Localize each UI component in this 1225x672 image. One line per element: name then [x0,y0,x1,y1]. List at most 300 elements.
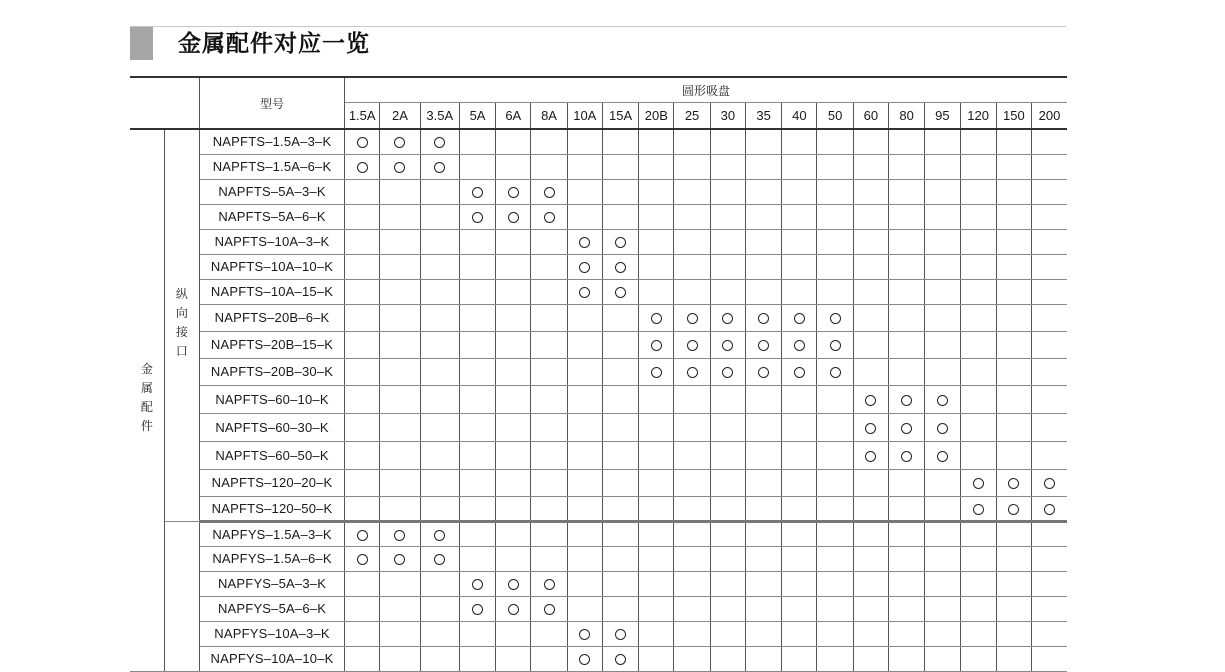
compat-cell [1032,413,1067,441]
table-row [130,469,1067,496]
table-row [130,279,1067,304]
compat-cell [1032,204,1067,229]
compat-cell [459,571,495,596]
compat-cell [817,358,853,385]
compat-cell [380,229,420,254]
compat-cell [602,154,638,179]
compat-cell [345,441,380,469]
compat-cell [345,621,380,646]
table-row [130,496,1067,521]
compat-cell [420,129,459,154]
group-header-round-cup: 圆形吸盘 [345,77,1067,103]
compatible-mark-icon [937,423,948,434]
compat-cell [1032,441,1067,469]
compat-cell [817,496,853,521]
compat-cell [817,229,853,254]
compatible-mark-icon [865,451,876,462]
model-cell: NAPFYS–10A–10–K [200,646,345,671]
compat-cell [602,621,638,646]
table-row [130,154,1067,179]
compat-cell [567,521,602,546]
compat-cell [496,646,531,671]
compatible-mark-icon [357,162,368,173]
compat-cell [380,254,420,279]
size-header: 5A [459,103,495,130]
compat-cell [888,331,924,358]
compat-cell [496,279,531,304]
model-cell: NAPFTS–120–20–K [200,469,345,496]
compatible-mark-icon [579,629,590,640]
compat-cell [888,596,924,621]
compatible-mark-icon [579,654,590,665]
compat-cell [710,413,745,441]
compat-cell [745,304,781,331]
table-row [130,204,1067,229]
compat-cell [496,331,531,358]
compat-cell [996,469,1031,496]
compat-cell [531,254,567,279]
compat-cell [674,413,710,441]
compat-cell [602,229,638,254]
header-corner [130,77,200,129]
compat-cell [960,304,996,331]
compat-cell [925,129,960,154]
compatible-mark-icon [758,340,769,351]
compat-cell [960,331,996,358]
compat-cell [817,179,853,204]
compatible-mark-icon [687,313,698,324]
compat-cell [531,385,567,413]
table-row [130,254,1067,279]
compat-cell [710,179,745,204]
compatible-mark-icon [1008,504,1019,515]
compat-cell [888,229,924,254]
compat-cell [420,279,459,304]
compat-cell [674,304,710,331]
compat-cell [567,279,602,304]
compatible-mark-icon [937,451,948,462]
compat-cell [496,621,531,646]
compat-cell [782,179,817,204]
compat-cell [888,621,924,646]
compat-cell [817,204,853,229]
compat-cell [853,571,888,596]
category-label [130,129,164,671]
compat-cell [996,204,1031,229]
compat-cell [674,621,710,646]
table-row [130,304,1067,331]
compat-cell [496,229,531,254]
compatible-mark-icon [434,530,445,541]
table-row [130,596,1067,621]
table-row [130,385,1067,413]
compat-cell [674,129,710,154]
compat-cell [925,254,960,279]
compat-cell [496,441,531,469]
model-cell: NAPFTS–10A–10–K [200,254,345,279]
compat-cell [531,304,567,331]
compat-cell [496,304,531,331]
compat-cell [888,129,924,154]
model-cell: NAPFTS–1.5A–6–K [200,154,345,179]
model-cell: NAPFTS–60–10–K [200,385,345,413]
compatible-mark-icon [651,367,662,378]
size-header: 80 [888,103,924,130]
table-row [130,571,1067,596]
compat-cell [459,385,495,413]
compat-cell [817,596,853,621]
compat-cell [496,546,531,571]
size-header: 6A [496,103,531,130]
compat-cell [888,179,924,204]
compat-cell [639,304,674,331]
compat-cell [745,571,781,596]
size-header: 25 [674,103,710,130]
compat-cell [888,496,924,521]
compatible-mark-icon [615,287,626,298]
compat-cell [1032,596,1067,621]
compat-cell [710,331,745,358]
compat-cell [960,546,996,571]
compat-cell [817,154,853,179]
size-header: 15A [602,103,638,130]
compat-cell [567,331,602,358]
compat-cell [567,571,602,596]
compat-cell [674,279,710,304]
compat-cell [380,441,420,469]
compat-cell [710,204,745,229]
compat-cell [459,179,495,204]
compat-cell [745,646,781,671]
compat-cell [853,179,888,204]
compat-cell [1032,469,1067,496]
compat-cell [960,229,996,254]
compat-cell [817,385,853,413]
compat-cell [888,204,924,229]
compat-cell [459,596,495,621]
compat-cell [674,546,710,571]
compat-cell [925,358,960,385]
compat-cell [960,596,996,621]
compat-cell [459,646,495,671]
compat-cell [639,129,674,154]
subcategory-label [164,129,199,521]
compat-cell [420,154,459,179]
compat-cell [710,229,745,254]
model-cell: NAPFTS–1.5A–3–K [200,129,345,154]
size-header: 35 [745,103,781,130]
compat-cell [996,129,1031,154]
compat-cell [782,646,817,671]
compat-cell [960,385,996,413]
compat-cell [745,521,781,546]
compat-cell [925,571,960,596]
compat-cell [745,254,781,279]
compat-cell [1032,331,1067,358]
compatible-mark-icon [865,395,876,406]
compat-cell [782,279,817,304]
compat-cell [782,154,817,179]
model-cell: NAPFTS–10A–15–K [200,279,345,304]
compatible-mark-icon [973,478,984,489]
compat-cell [745,413,781,441]
compat-cell [710,646,745,671]
compat-cell [853,254,888,279]
compatible-mark-icon [973,504,984,515]
compat-cell [888,154,924,179]
compat-cell [817,441,853,469]
compat-cell [345,596,380,621]
compat-cell [567,496,602,521]
compatible-mark-icon [544,579,555,590]
compat-cell [420,546,459,571]
compat-cell [602,279,638,304]
compatible-mark-icon [615,654,626,665]
compat-cell [420,621,459,646]
compat-cell [960,179,996,204]
compatible-mark-icon [357,530,368,541]
compat-cell [745,496,781,521]
compat-cell [459,469,495,496]
compat-cell [710,385,745,413]
compat-cell [459,279,495,304]
compatible-mark-icon [615,237,626,248]
compat-cell [639,204,674,229]
compat-cell [888,571,924,596]
compat-cell [960,621,996,646]
compat-cell [531,646,567,671]
compat-cell [996,229,1031,254]
compat-cell [853,279,888,304]
compat-cell [710,154,745,179]
compat-cell [996,304,1031,331]
compatible-mark-icon [758,313,769,324]
compat-cell [960,154,996,179]
compat-cell [639,646,674,671]
compat-cell [817,331,853,358]
compat-cell [674,331,710,358]
compatible-mark-icon [937,395,948,406]
compat-cell [639,571,674,596]
compat-cell [888,546,924,571]
compat-cell [602,469,638,496]
compat-cell [925,279,960,304]
compat-cell [1032,646,1067,671]
compat-cell [996,413,1031,441]
compat-cell [380,331,420,358]
compat-cell [925,546,960,571]
subcategory-blank [164,521,199,671]
compat-cell [380,385,420,413]
compat-cell [639,154,674,179]
compat-cell [380,129,420,154]
compat-cell [853,385,888,413]
compat-cell [531,596,567,621]
compatible-mark-icon [722,313,733,324]
compat-cell [567,129,602,154]
compat-cell [380,596,420,621]
compatible-mark-icon [544,187,555,198]
compat-cell [639,385,674,413]
compat-cell [853,546,888,571]
compat-cell [710,546,745,571]
compat-cell [496,596,531,621]
model-cell: NAPFTS–5A–6–K [200,204,345,229]
compat-cell [345,179,380,204]
model-cell: NAPFTS–20B–30–K [200,358,345,385]
compat-cell [345,279,380,304]
compat-cell [420,646,459,671]
compat-cell [674,229,710,254]
compat-cell [420,441,459,469]
compat-cell [602,546,638,571]
compat-cell [1032,304,1067,331]
compatible-mark-icon [830,367,841,378]
compatible-mark-icon [579,237,590,248]
compat-cell [420,521,459,546]
compat-cell [602,571,638,596]
compat-cell [420,358,459,385]
compat-cell [531,229,567,254]
compat-cell [888,441,924,469]
compat-cell [1032,179,1067,204]
compat-cell [567,469,602,496]
compat-cell [496,154,531,179]
compat-cell [853,646,888,671]
size-header: 30 [710,103,745,130]
compat-cell [420,229,459,254]
compat-cell [745,621,781,646]
compat-cell [745,279,781,304]
compat-cell [745,596,781,621]
compat-cell [817,304,853,331]
compat-cell [817,254,853,279]
compat-cell [345,358,380,385]
compat-cell [782,229,817,254]
compat-cell [602,254,638,279]
compat-cell [459,304,495,331]
compat-cell [925,646,960,671]
compat-cell [853,129,888,154]
compat-cell [925,596,960,621]
compat-cell [345,204,380,229]
compat-cell [380,546,420,571]
compat-cell [853,469,888,496]
compat-cell [674,441,710,469]
compat-cell [710,496,745,521]
compat-cell [925,521,960,546]
compat-cell [459,413,495,441]
compat-cell [639,331,674,358]
compat-cell [531,496,567,521]
compat-cell [960,413,996,441]
compat-cell [853,331,888,358]
compat-cell [567,204,602,229]
compat-cell [639,546,674,571]
compatible-mark-icon [901,451,912,462]
compat-cell [639,496,674,521]
compat-cell [925,469,960,496]
compat-cell [710,596,745,621]
category-label-text: 金属配件 [140,362,153,433]
compat-cell [996,254,1031,279]
compat-cell [639,469,674,496]
size-header: 60 [853,103,888,130]
compat-cell [496,413,531,441]
compat-cell [531,413,567,441]
compat-cell [496,385,531,413]
compat-cell [996,546,1031,571]
compat-cell [531,621,567,646]
compat-cell [745,331,781,358]
compat-cell [639,441,674,469]
compat-cell [996,179,1031,204]
compat-cell [925,441,960,469]
compatible-mark-icon [508,604,519,615]
compat-cell [496,469,531,496]
compatible-mark-icon [901,423,912,434]
compat-cell [960,469,996,496]
compat-cell [925,154,960,179]
model-cell: NAPFTS–5A–3–K [200,179,345,204]
compat-cell [567,179,602,204]
model-cell: NAPFTS–60–30–K [200,413,345,441]
top-rule [130,26,1066,27]
compat-cell [960,441,996,469]
title-accent-bar [130,27,153,60]
compat-cell [674,204,710,229]
compat-cell [420,496,459,521]
compat-cell [602,358,638,385]
compat-cell [602,413,638,441]
compat-cell [567,413,602,441]
compatible-mark-icon [794,367,805,378]
compat-cell [1032,229,1067,254]
compatible-mark-icon [722,367,733,378]
compat-cell [380,304,420,331]
table-row [130,179,1067,204]
compatible-mark-icon [472,212,483,223]
compat-cell [380,646,420,671]
compatibility-table [130,76,1067,672]
compat-cell [674,521,710,546]
compatible-mark-icon [865,423,876,434]
table-row [130,129,1067,154]
compat-cell [745,154,781,179]
compatible-mark-icon [830,313,841,324]
compat-cell [745,385,781,413]
compat-cell [345,469,380,496]
compat-cell [782,469,817,496]
compatible-mark-icon [434,137,445,148]
compat-cell [996,621,1031,646]
compat-cell [420,413,459,441]
compat-cell [380,621,420,646]
compatible-mark-icon [472,579,483,590]
compat-cell [1032,546,1067,571]
compat-cell [782,621,817,646]
compat-cell [674,596,710,621]
compat-cell [602,204,638,229]
compat-cell [345,646,380,671]
compat-cell [817,546,853,571]
compat-cell [639,621,674,646]
table-row [130,331,1067,358]
compatible-mark-icon [901,395,912,406]
compat-cell [996,441,1031,469]
compat-cell [420,331,459,358]
model-cell: NAPFYS–10A–3–K [200,621,345,646]
